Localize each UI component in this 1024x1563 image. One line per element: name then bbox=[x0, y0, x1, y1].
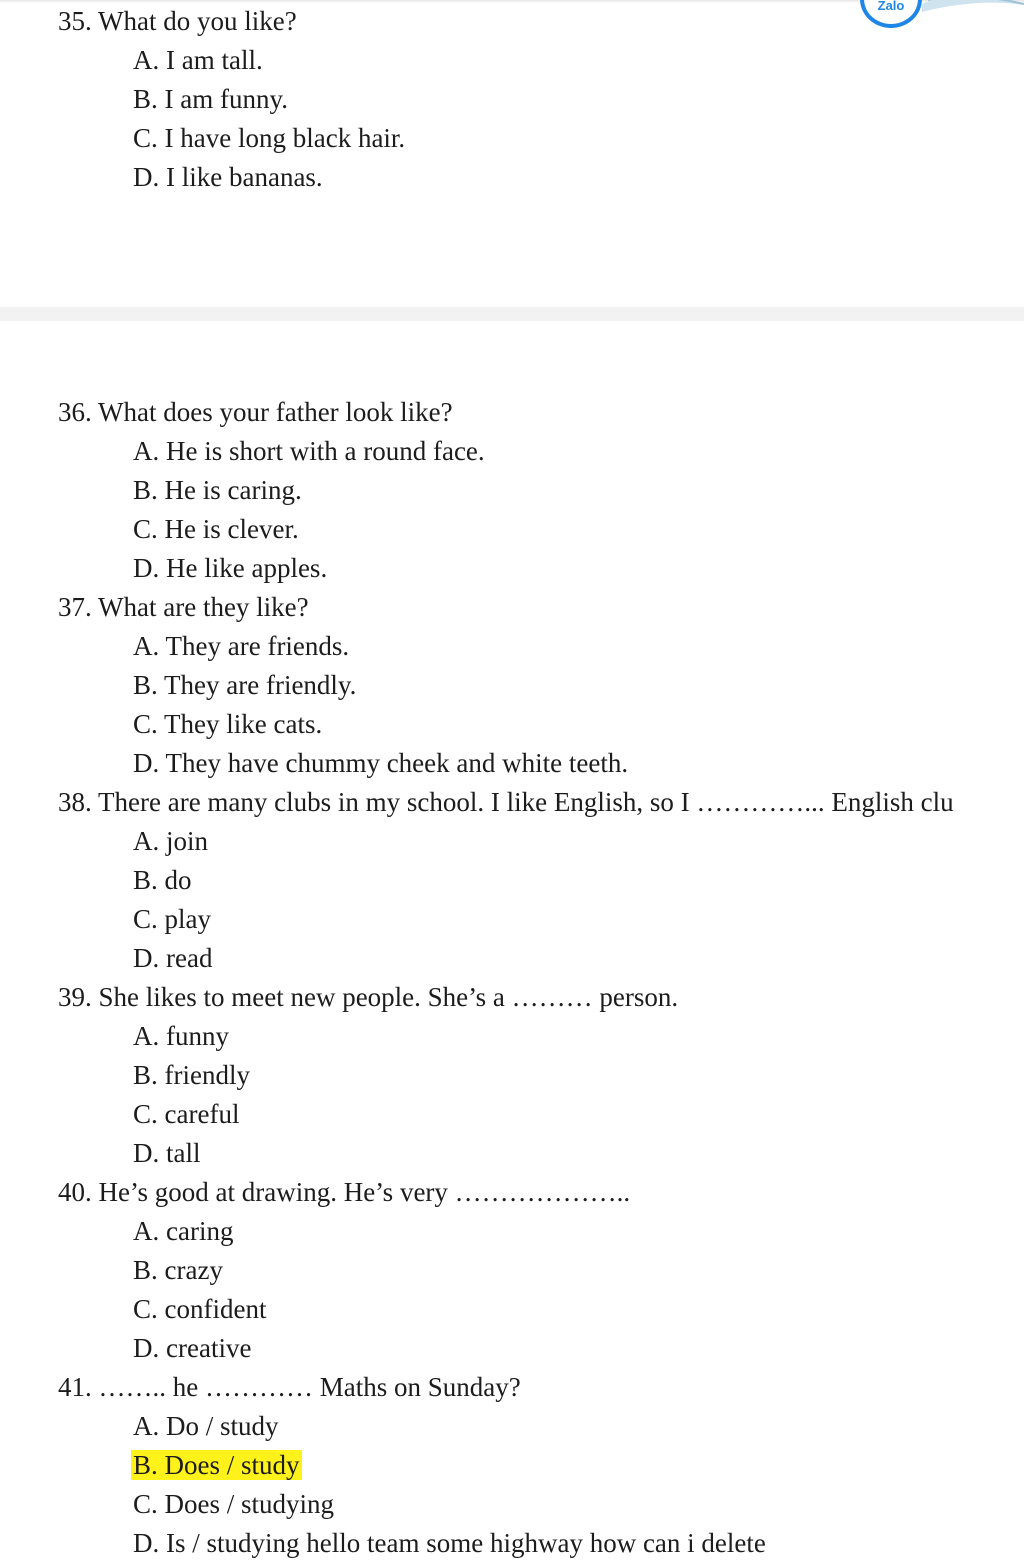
option-40-b: B. crazy bbox=[133, 1255, 223, 1285]
question-37: 37. What are they like? bbox=[58, 592, 309, 622]
option-40-d: D. creative bbox=[133, 1333, 252, 1363]
option-36-d: D. He like apples. bbox=[133, 553, 328, 583]
question-41: 41. …….. he ………… Maths on Sunday? bbox=[58, 1372, 521, 1402]
option-39-c: C. careful bbox=[133, 1099, 240, 1129]
question-40: 40. He’s good at drawing. He’s very ……………….. bbox=[58, 1177, 631, 1207]
option-36-c: C. He is clever. bbox=[133, 514, 299, 544]
option-38-d: D. read bbox=[133, 943, 213, 973]
option-37-b: B. They are friendly. bbox=[133, 670, 357, 700]
option-37-c: C. They like cats. bbox=[133, 709, 323, 739]
option-39-d: D. tall bbox=[133, 1138, 201, 1168]
option-41-a: A. Do / study bbox=[133, 1411, 279, 1441]
highlighted-answer: B. Does / study bbox=[133, 1450, 300, 1480]
page-1 bbox=[0, 2, 1024, 197]
option-39-a: A. funny bbox=[133, 1021, 229, 1051]
option-35-c: C. I have long black hair. bbox=[133, 123, 406, 153]
zalo-logo-text: Zalo bbox=[877, 0, 905, 13]
option-38-b: B. do bbox=[133, 865, 192, 895]
question-35: 35. What do you like? bbox=[58, 6, 297, 36]
question-39: 39. She likes to meet new people. She’s a ……… person. bbox=[58, 982, 679, 1012]
option-41-d: D. Is / studying hello team some highway how can i delete bbox=[133, 1528, 766, 1558]
option-36-b: B. He is caring. bbox=[133, 475, 302, 505]
option-38-c: C. play bbox=[133, 904, 211, 934]
question-38: 38. There are many clubs in my school. I like English, so I …………... English clu bbox=[58, 787, 954, 817]
option-39-b: B. friendly bbox=[133, 1060, 250, 1090]
option-37-d: D. They have chummy cheek and white teeth. bbox=[133, 748, 629, 778]
page-2 bbox=[0, 393, 1024, 1563]
option-41-b bbox=[0, 1446, 1024, 1485]
option-37-a: A. They are friends. bbox=[133, 631, 350, 661]
option-36-a: A. He is short with a round face. bbox=[133, 436, 485, 466]
option-41-c: C. Does / studying bbox=[133, 1489, 335, 1519]
option-40-c: C. confident bbox=[133, 1294, 267, 1324]
option-35-b: B. I am funny. bbox=[133, 84, 288, 114]
option-35-d: D. I like bananas. bbox=[133, 162, 323, 192]
option-40-a: A. caring bbox=[133, 1216, 234, 1246]
question-36: 36. What does your father look like? bbox=[58, 397, 453, 427]
page-separator bbox=[0, 307, 1024, 321]
option-35-a: A. I am tall. bbox=[133, 45, 263, 75]
option-38-a: A. join bbox=[133, 826, 209, 856]
